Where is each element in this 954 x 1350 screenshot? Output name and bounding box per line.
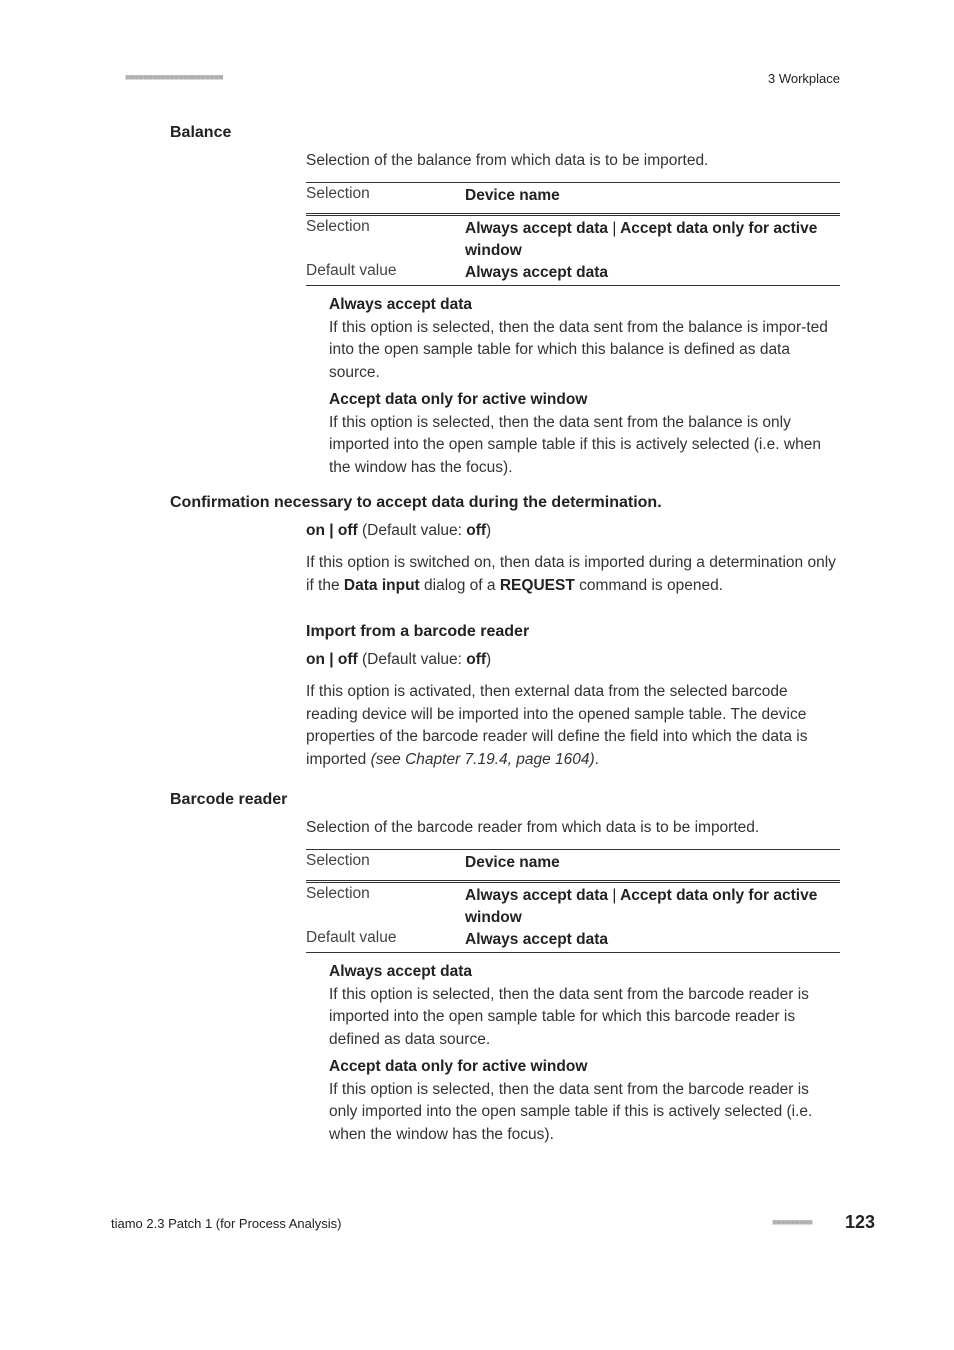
barcode-option-1	[329, 961, 840, 1051]
barcode-option-2	[329, 1056, 840, 1146]
onoff-value: on | off	[306, 522, 358, 539]
balance-table-2	[306, 215, 840, 286]
barcode-reader-description: Selection of the barcode reader from which data is to be imported.	[306, 819, 760, 836]
option-active-window: Accept data only for active window	[465, 887, 818, 926]
footer-decoration: ■■■■■■■■■	[772, 1217, 812, 1227]
confirmation-text	[306, 552, 840, 597]
table-value: Always accept data	[465, 264, 609, 281]
command-name: REQUEST	[499, 576, 575, 594]
confirmation-onoff	[306, 520, 840, 543]
option-separator: |	[612, 220, 617, 237]
text-part: .	[594, 750, 599, 768]
option-title: Accept data only for active window	[329, 391, 588, 408]
default-prefix: (Default value:	[357, 651, 467, 668]
balance-option-2	[329, 389, 840, 479]
option-title: Always accept data	[329, 963, 473, 980]
chapter-reference: (see Chapter 7.19.4, page 1604)	[370, 750, 595, 768]
default-suffix: )	[486, 522, 492, 539]
default-suffix: )	[486, 651, 492, 668]
option-always-accept: Always accept data	[465, 220, 609, 237]
option-text: If this option is selected, then the data sent from the balance is impor-ted into the open sample table for which this balance is defined as data source.	[329, 318, 828, 381]
onoff-value: on | off	[306, 651, 358, 668]
header-decoration: ■■■■■■■■■■■■■■■■■■■■■■	[125, 72, 223, 82]
footer-product: tiamo 2.3 Patch 1 (for Process Analysis)	[111, 1216, 342, 1231]
balance-option-1	[329, 294, 840, 384]
text-part: If this option is activated, then external data from the selected barcode reading device will be imported into the opened sample table. The device properties of the barcode reader will define the field into which the data is imported	[306, 683, 808, 768]
table-key: Selection	[306, 218, 370, 235]
table-key: Selection	[306, 185, 370, 202]
section-title-balance: Balance	[170, 124, 232, 141]
text-part: dialog of a	[419, 576, 500, 594]
table-key: Selection	[306, 885, 370, 902]
balance-description: Selection of the balance from which data is to be imported.	[306, 152, 709, 169]
section-title-barcode-reader: Barcode reader	[170, 791, 288, 808]
dialog-name: Data input	[343, 576, 420, 594]
section-title-confirmation: Confirmation necessary to accept data during the determination.	[170, 494, 662, 511]
option-active-window: Accept data only for active window	[465, 220, 818, 259]
option-text: If this option is selected, then the data sent from the barcode reader is only imported into the open sample table if this is actively selected (i.e. when the window has the focus).	[329, 1080, 813, 1143]
default-value: off	[466, 651, 487, 668]
option-text: If this option is selected, then the data sent from the balance is only imported into the open sample table if this is actively selected (i.e. when the window has the focus).	[329, 413, 821, 476]
option-title: Always accept data	[329, 296, 473, 313]
option-text: If this option is selected, then the data sent from the barcode reader is imported into the open sample table for which this barcode reader is defined as data source.	[329, 985, 809, 1048]
option-title: Accept data only for active window	[329, 1058, 588, 1075]
table-key: Default value	[306, 929, 397, 946]
page-number: 123	[845, 1212, 876, 1232]
default-value: off	[466, 522, 487, 539]
barcode-import-text	[306, 681, 840, 771]
chapter-title: 3 Workplace	[767, 71, 840, 86]
balance-table-1	[306, 182, 840, 214]
default-prefix: (Default value:	[357, 522, 467, 539]
table-value: Device name	[465, 854, 560, 871]
barcode-table-2	[306, 882, 840, 953]
text-part: command is opened.	[574, 576, 723, 594]
option-always-accept: Always accept data	[465, 887, 609, 904]
table-value: Always accept data	[465, 931, 609, 948]
table-key: Selection	[306, 852, 370, 869]
text-part: If this option is switched on, then data is imported during a determination only if the	[306, 554, 836, 594]
table-value: Device name	[465, 187, 560, 204]
option-separator: |	[612, 887, 617, 904]
subsection-title-barcode-import: Import from a barcode reader	[306, 623, 530, 640]
table-key: Default value	[306, 262, 397, 279]
barcode-table-1	[306, 849, 840, 881]
barcode-import-onoff	[306, 649, 840, 672]
